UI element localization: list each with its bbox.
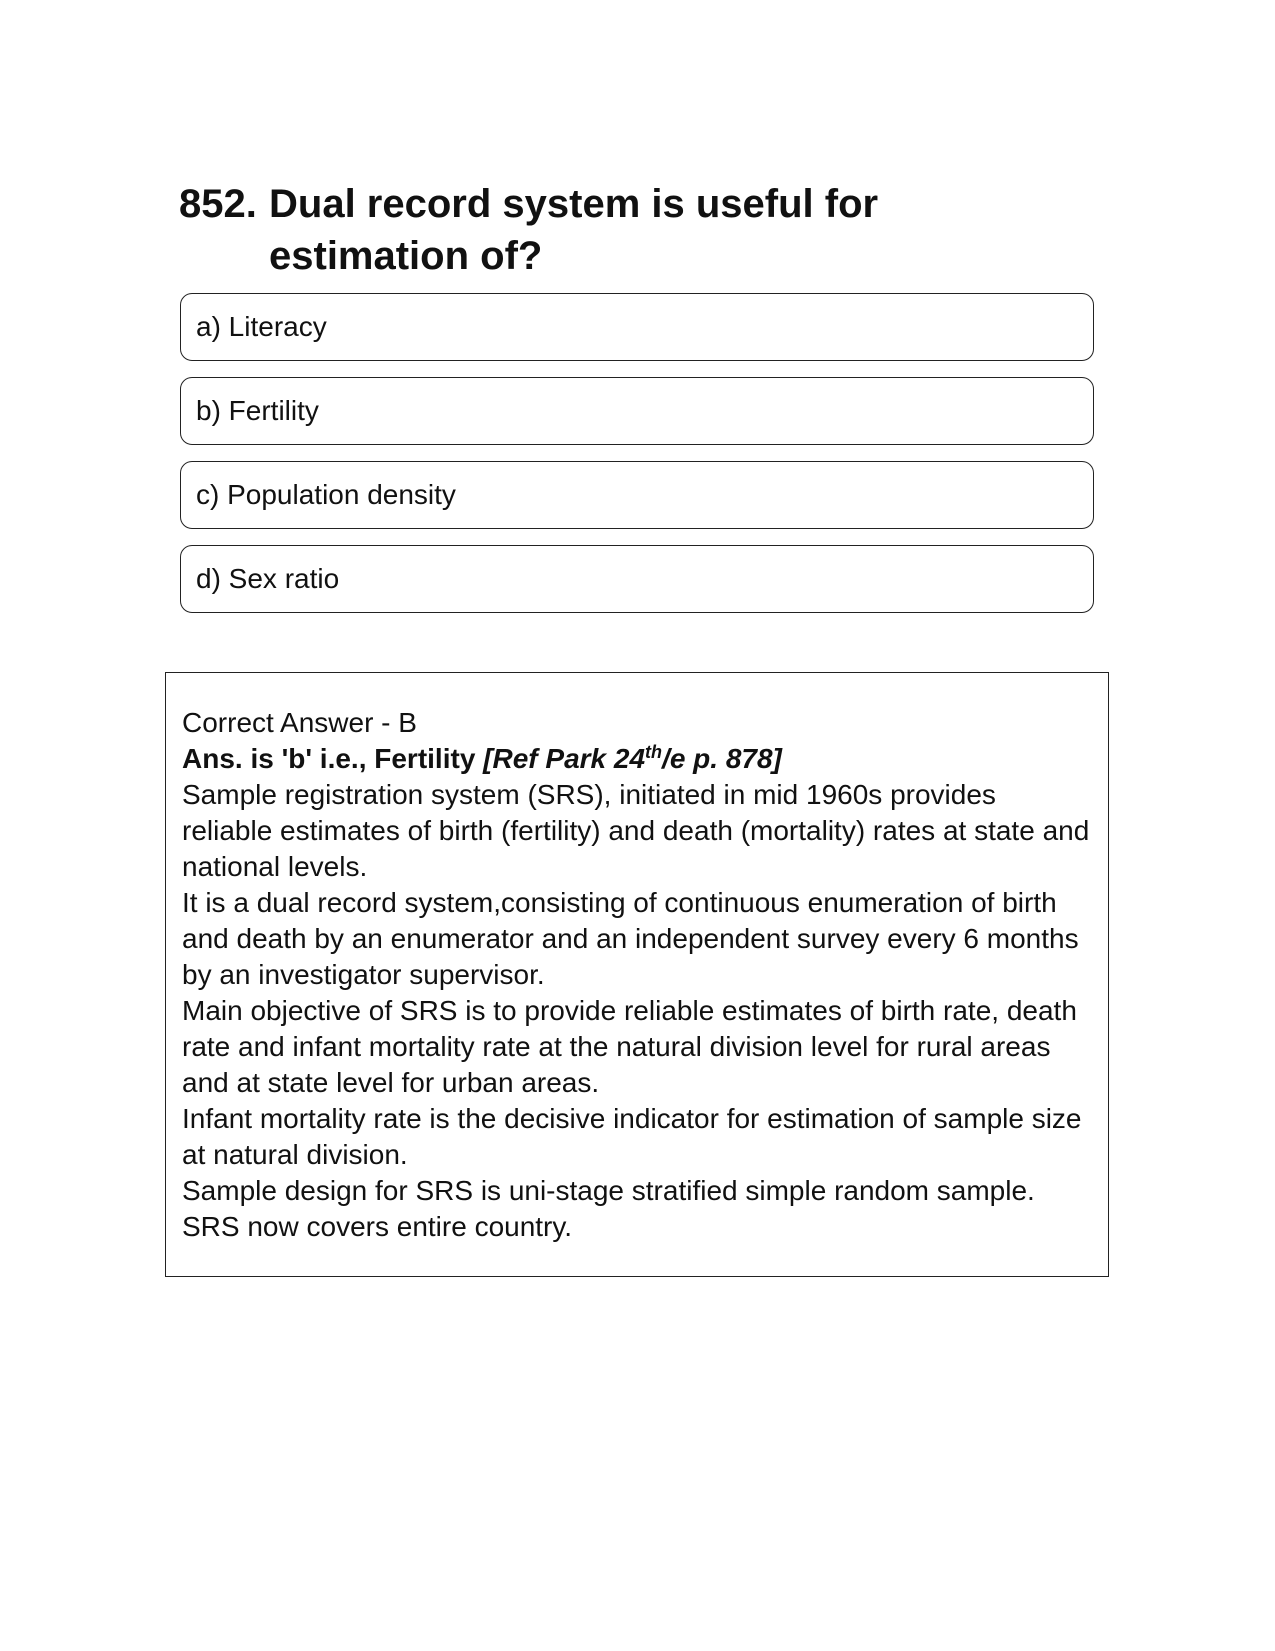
question-heading [179, 178, 1079, 282]
option-c[interactable] [180, 461, 1094, 529]
explanation-paragraph-4: Infant mortality rate is the decisive indicator for estimation of sample size at natural division. [182, 1103, 1082, 1170]
explanation-paragraph-5: Sample design for SRS is uni-stage stratified simple random sample. SRS now covers entire country. [182, 1175, 1035, 1242]
option-d-label: d) Sex ratio [196, 563, 340, 594]
option-b-label: b) Fertility [196, 395, 319, 426]
answer-explanation-box [165, 672, 1109, 1277]
reference-end: /e p. 878] [662, 743, 782, 774]
explanation-paragraph-1: Sample registration system (SRS), initiated in mid 1960s provides reliable estimates of birth (fertility) and death (mortality) rates at state and national levels. [182, 779, 1090, 882]
question-number: 852. [179, 182, 257, 226]
options-list [180, 293, 1094, 629]
explanation-paragraph-3: Main objective of SRS is to provide reliable estimates of birth rate, death rate and infant mortality rate at the natural division level for rural areas and at state level for urban areas. [182, 995, 1077, 1098]
answer-summary-line [182, 741, 1093, 777]
reference-superscript: th [645, 742, 663, 762]
answer-reference [483, 743, 782, 774]
reference-start: [Ref Park 24 [483, 743, 646, 774]
option-a[interactable] [180, 293, 1094, 361]
option-d[interactable] [180, 545, 1094, 613]
option-c-label: c) Population density [196, 479, 456, 510]
explanation-paragraph-2: It is a dual record system,consisting of continuous enumeration of birth and death by an enumerator and an independent survey every 6 months by an investigator supervisor. [182, 887, 1079, 990]
answer-prefix: Ans. is 'b' i.e., Fertility [182, 743, 484, 774]
option-a-label: a) Literacy [196, 311, 327, 342]
option-b[interactable] [180, 377, 1094, 445]
correct-answer-line: Correct Answer - B [182, 707, 417, 738]
question-text: Dual record system is useful for estimation of? [269, 182, 879, 278]
